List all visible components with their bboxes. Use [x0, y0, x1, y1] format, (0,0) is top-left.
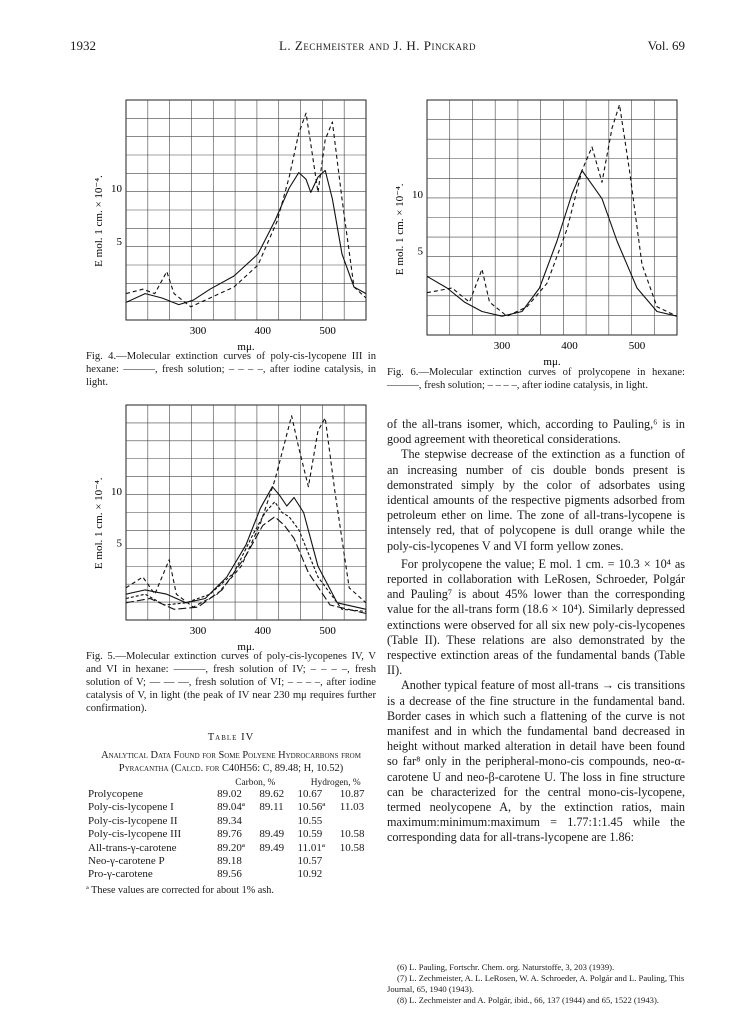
x-tick-label: 500 — [628, 340, 646, 352]
paragraph: of the all-trans isomer, which, according to Pauling,⁶ is in good agreement with theoretical considerations. — [387, 417, 685, 447]
y-tick-label: 5 — [417, 245, 423, 258]
table-cell-c1: 89.20ª — [217, 841, 245, 854]
table-cell-name: Poly-cis-lycopene II — [88, 814, 178, 827]
figure-5-plot — [86, 395, 376, 653]
x-tick-label: 400 — [254, 625, 272, 637]
table-cell-h1: 11.01ª — [297, 841, 325, 854]
table-cell-c2 — [257, 855, 295, 868]
table-cell-h2 — [338, 815, 376, 828]
figure-4-caption: Fig. 4.—Molecular extinction curves of poly-cis-lycopene III in hexane: ———, fresh solution; – – – –, after iodine catalysis, in light. — [86, 351, 376, 388]
table-cell-c1: 89.76 — [217, 828, 242, 841]
figure-6 — [387, 90, 685, 368]
table-row — [86, 855, 376, 868]
col-carbon: Carbon, % — [235, 778, 276, 788]
footnote: (8) L. Zechmeister and A. Polgár, ibid., 66, 137 (1944) and 65, 1522 (1943). — [397, 995, 659, 1005]
x-axis-label: mμ. — [237, 641, 255, 653]
volume-label: Vol. 69 — [647, 38, 685, 53]
table-cell-h2 — [338, 868, 376, 881]
table-iv — [86, 732, 376, 896]
curve-vi-fresh — [126, 517, 366, 614]
table-cell-name: All-trans-γ-carotene — [88, 841, 177, 854]
y-tick-label: 10 — [111, 183, 122, 195]
table-footnote: ª These values are corrected for about 1% ash. — [86, 884, 274, 896]
table-cell-name: Poly-cis-lycopene I — [88, 801, 174, 814]
table-cell-name: Prolycopene — [88, 788, 143, 800]
table-title: Table IV — [207, 732, 255, 743]
table-cell-c2 — [257, 868, 295, 881]
table-cell-h2: 11.03 — [339, 801, 365, 814]
x-tick-label: 400 — [561, 340, 578, 352]
table-cell-c1: 89.02 — [217, 788, 242, 800]
y-axis-label: E mol. 1 cm. × 10⁻⁴. — [394, 183, 406, 276]
table-cell-name: Neo-γ-carotene P — [88, 855, 165, 868]
table-cell-c2: 89.49 — [259, 828, 285, 841]
table-cell-name: Poly-cis-lycopene III — [88, 828, 182, 841]
table-cell-h1: 10.56ª — [297, 801, 326, 814]
y-axis-label: E mol. 1 cm. × 10⁻⁴. — [93, 477, 105, 570]
x-axis-label: mμ. — [237, 341, 255, 353]
table-row — [86, 868, 376, 881]
table-cell-h1: 10.57 — [297, 855, 323, 868]
x-axis-label: mμ. — [543, 356, 561, 368]
table-row — [86, 788, 376, 801]
table-row — [86, 801, 376, 814]
footnote: (7) L. Zechmeister, A. L. LeRosen, W. A. Schroeder, A. Polgár and L. Pauling, This Journal, 65, 1940 (1943). — [387, 973, 685, 994]
table-row — [86, 815, 376, 828]
table-body — [86, 778, 376, 882]
curve-v-after-iodine — [126, 416, 366, 607]
paragraph: For prolycopene the value; E mol. 1 cm. = 10.3 × 10⁴ as reported in collaboration with LeRosen, Schroeder, Polgár and Pauling⁷ is about 45% lower than the corresponding value for the all-trans form (18.6 × 10⁴). Similarly depressed extinctions were observed for all six new poly-cis-lycopenes (Table II). These relations are also demonstrated by the respective extinction areas of the fundamental bands (Table II). — [387, 556, 685, 678]
table-row — [86, 828, 376, 841]
table-cell-c1: 89.34 — [217, 814, 242, 827]
y-tick-label: 5 — [116, 235, 122, 248]
table-cell-h1: 10.92 — [297, 868, 323, 881]
paragraph: The stepwise decrease of the extinction as a function of an increasing number of cis double bonds present is demonstrated simply by the color of adsorbates using identical amounts of the respective pigments adsorbed from petroleum ether on lime. The zone of all-trans-lycopene is intensely red, that of polycopene is dull orange while the poly-cis-lycopenes V and VI form yellow zones. — [387, 447, 685, 553]
figure-6-plot — [387, 90, 685, 368]
x-tick-label: 300 — [189, 625, 207, 637]
paragraph: Another typical feature of most all-trans → cis transitions is a decrease of the fine structure in the fundamental band. Border cases in which such a flattening of the curve is not manifest and in which the fundamental band decreased in height without marked alteration in detail have been found so far⁸ only in the peripheral-mono-cis compounds, neo-α-carotene U and neo-β-carotene U. The loss in fine structure can be characterized for the central mono-cis-lycopene, termed neolycopene A, by the extinction ratios, main maximum:minimum:maximum = 1.77:1:1.45 while the corresponding data for all-trans-lycopene are 1.86: — [387, 678, 685, 845]
footnotes — [387, 962, 685, 1006]
table-cell-c2: 89.11 — [259, 801, 284, 814]
table-cell-c2: 89.62 — [259, 788, 285, 800]
figure-5-caption: Fig. 5.—Molecular extinction curves of poly-cis-lycopenes IV, V and VI in hexane: ———, fresh solution of IV; – – – –, fresh solution of V; — — —, fresh solution of VI; – – – –, after iodine catalysis of V, in light (the peak of IV near 230 mμ requires further confirmation). — [86, 651, 376, 714]
x-tick-label: 500 — [319, 625, 336, 637]
page-number: 1932 — [70, 38, 96, 53]
table-subtitle: Analytical Data Found for Some Polyene Hydrocarbons from Pyracantha (Calcd. for C40H56: C, 89.48; H, 10.52) — [101, 750, 361, 774]
table-cell-c2: 89.49 — [259, 841, 285, 854]
body-text — [387, 417, 685, 846]
y-axis-label: E mol. 1 cm. × 10⁻⁴. — [93, 175, 105, 267]
running-header — [70, 38, 685, 58]
curve-after-iodine — [427, 105, 677, 317]
col-hydrogen: Hydrogen, % — [310, 778, 361, 788]
curve-iv-fresh — [126, 487, 366, 610]
table-row — [86, 842, 376, 855]
x-tick-label: 300 — [189, 325, 207, 337]
table-cell-c1: 89.56 — [217, 868, 242, 881]
y-tick-label: 10 — [412, 189, 423, 201]
figure-5 — [86, 395, 376, 653]
table-cell-c2 — [257, 815, 295, 828]
figure-4-plot — [86, 90, 376, 353]
x-tick-label: 300 — [493, 340, 511, 352]
table-cell-c1: 89.04ª — [217, 801, 245, 814]
x-tick-label: 500 — [319, 325, 336, 337]
table-header-row — [86, 778, 376, 788]
table-cell-h1: 10.59 — [297, 828, 323, 841]
figure-6-caption: Fig. 6.—Molecular extinction curves of prolycopene in hexane: ———, fresh solution; – – – –, after iodine catalysis, in light. — [387, 367, 685, 391]
x-tick-label: 400 — [254, 325, 272, 337]
table-cell-h2: 10.58 — [339, 841, 365, 854]
running-authors: L. Zechmeister and J. H. Pinckard — [278, 38, 477, 53]
y-tick-label: 5 — [116, 537, 122, 550]
table-cell-h1: 10.55 — [297, 814, 323, 827]
curve-fresh-solution — [126, 170, 366, 304]
curve-fresh-solution — [427, 171, 677, 317]
figure-4 — [86, 90, 376, 353]
footnote: (6) L. Pauling, Fortschr. Chem. org. Naturstoffe, 3, 203 (1939). — [397, 962, 615, 972]
curve-v-fresh — [126, 502, 366, 612]
table-cell-h1: 10.67 — [297, 788, 323, 800]
y-tick-label: 10 — [111, 486, 122, 498]
table-cell-h2: 10.58 — [339, 828, 365, 841]
table-cell-name: Pro-γ-carotene — [88, 868, 153, 881]
table-cell-c1: 89.18 — [217, 855, 242, 868]
table-cell-h2 — [338, 855, 376, 868]
table-cell-h2: 10.87 — [339, 788, 365, 800]
